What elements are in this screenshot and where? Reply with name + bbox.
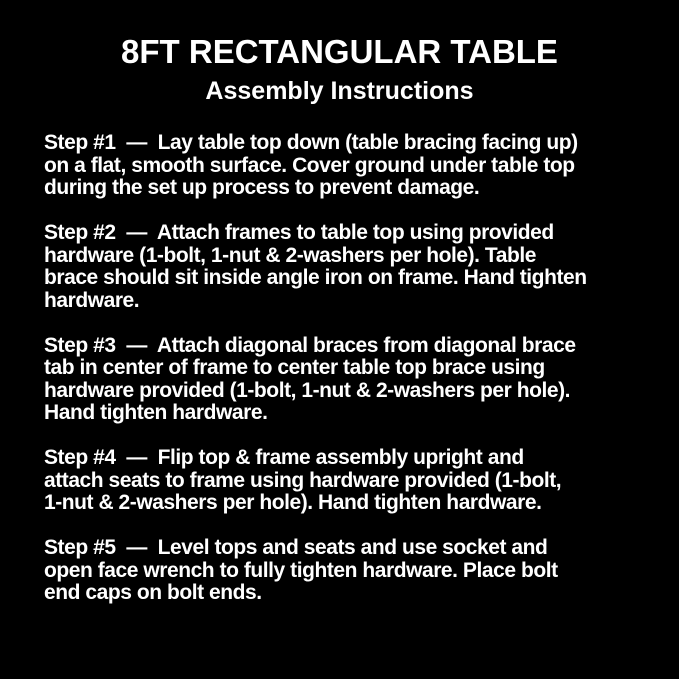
step-text-line: brace should sit inside angle iron on frame. Hand tighten	[44, 266, 587, 289]
step-5-paragraph	[44, 537, 659, 605]
step-text-line: Step #3 — Attach diagonal braces from diagonal brace	[44, 333, 576, 357]
step-2-paragraph	[44, 222, 659, 312]
step-text-line: tab in center of frame to center table top brace using	[44, 356, 545, 379]
step-text-line: hardware.	[44, 288, 140, 312]
step-text-line: 1-nut & 2-washers per hole). Hand tighten hardware.	[44, 491, 542, 514]
page-subtitle: Assembly Instructions	[205, 77, 474, 105]
step-text-line: Step #1 — Lay table top down (table bracing facing up)	[44, 131, 578, 154]
step-text-line: end caps on bolt ends.	[44, 581, 262, 604]
step-text-line: Step #5 — Level tops and seats and use socket and	[44, 536, 548, 559]
step-1-paragraph	[44, 132, 659, 200]
step-text-line: hardware (1-bolt, 1-nut & 2-washers per hole). Table	[44, 243, 536, 267]
instructions-list	[44, 132, 659, 605]
step-text-line: hardware provided (1-bolt, 1-nut & 2-washers per hole).	[44, 378, 571, 402]
page-title: 8FT RECTANGULAR TABLE	[121, 33, 558, 70]
step-text-line: Step #2 — Attach frames to table top using provided	[44, 221, 554, 244]
step-text-line: Step #4 — Flip top & frame assembly upright and	[44, 446, 524, 469]
step-text-line: open face wrench to fully tighten hardware. Place bolt	[44, 558, 558, 582]
step-text-line: Hand tighten hardware.	[44, 401, 268, 424]
step-3-paragraph	[44, 335, 659, 425]
step-text-line: during the set up process to prevent damage.	[44, 176, 480, 199]
step-text-line: on a flat, smooth surface. Cover ground under table top	[44, 153, 575, 177]
step-text-line: attach seats to frame using hardware provided (1-bolt,	[44, 468, 562, 492]
step-4-paragraph	[44, 447, 659, 515]
